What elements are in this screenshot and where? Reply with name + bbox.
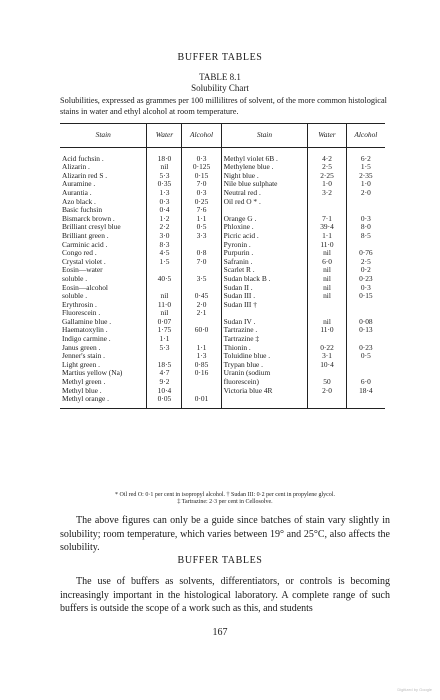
alcohol-cell: 18·4 xyxy=(346,387,385,396)
alcohol-cell: 2·0 xyxy=(346,189,385,198)
stain-cell: Tartrazine . xyxy=(221,326,308,335)
table-caption: Solubilities, expressed as grammes per 100 millilitres of solvent, of the more common histological stains in water and ethyl alcohol at room temperature. xyxy=(60,96,387,116)
water-cell: 39·4 xyxy=(308,223,346,232)
water-cell: 9·2 xyxy=(147,378,182,387)
alcohol-cell: 0·23 xyxy=(346,275,385,284)
water-cell: 6·0 xyxy=(308,258,346,267)
table-number: TABLE 8.1 xyxy=(199,72,241,82)
table-row xyxy=(60,198,385,207)
alcohol-cell: 1·1 xyxy=(182,344,221,353)
stain-cell: Sudan III † xyxy=(221,301,308,310)
alcohol-cell: 3·3 xyxy=(182,232,221,241)
scan-watermark: Digitized by Google xyxy=(397,687,432,692)
alcohol-cell: 1·1 xyxy=(182,215,221,224)
stain-cell: Light green . xyxy=(62,359,100,369)
stain-cell xyxy=(221,395,308,408)
water-cell: 11·0 xyxy=(147,301,182,310)
table-row xyxy=(60,180,385,189)
water-cell xyxy=(308,198,346,207)
stain-cell: Victoria blue 4R xyxy=(221,387,308,396)
alcohol-cell: 0·3 xyxy=(182,147,221,163)
alcohol-cell: 3·5 xyxy=(182,275,221,284)
stain-cell: fluorescein) xyxy=(221,378,308,387)
water-cell: nil xyxy=(308,318,346,327)
table-footnotes xyxy=(60,492,390,506)
section-heading: BUFFER TABLES xyxy=(177,555,263,566)
water-cell: 4·5 xyxy=(147,249,182,258)
table-row xyxy=(60,147,385,163)
solubility-table xyxy=(60,123,385,409)
stain-cell: Alizarin . xyxy=(62,162,90,172)
water-cell: 0·05 xyxy=(147,395,182,408)
water-cell: 1·1 xyxy=(308,232,346,241)
stain-cell: Purpurin . xyxy=(221,249,308,258)
header-stain-right: Stain xyxy=(221,124,308,148)
stain-cell: Uranin (sodium xyxy=(221,369,308,378)
alcohol-cell: 0·01 xyxy=(182,395,221,408)
stain-cell: Jenner's stain . xyxy=(62,351,105,361)
stain-cell: Haematoxylin . xyxy=(62,325,108,335)
alcohol-cell: 0·76 xyxy=(346,249,385,258)
alcohol-cell: 0·3 xyxy=(346,215,385,224)
stain-cell: Orange G . xyxy=(221,215,308,224)
alcohol-cell: 0·125 xyxy=(182,163,221,172)
alcohol-cell: 0·3 xyxy=(346,284,385,293)
stain-cell: Methyl violet 6B . xyxy=(221,147,308,163)
table-row xyxy=(60,275,385,284)
alcohol-cell: 1·0 xyxy=(346,180,385,189)
stain-cell: Erythrosin . xyxy=(62,299,97,309)
alcohol-cell: 0·8 xyxy=(182,249,221,258)
alcohol-cell: 0·85 xyxy=(182,361,221,370)
water-cell: 3·0 xyxy=(147,232,182,241)
stain-cell: Pyronin . xyxy=(221,241,308,250)
water-cell: 1·0 xyxy=(308,180,346,189)
alcohol-cell: 0·2 xyxy=(346,266,385,275)
alcohol-cell xyxy=(346,395,385,408)
stain-cell: Eosin—alcohol xyxy=(62,282,108,292)
table-row xyxy=(60,172,385,181)
water-cell: 8·3 xyxy=(147,241,182,250)
stain-cell: Bismarck brown . xyxy=(62,213,115,223)
water-cell: 4·7 xyxy=(147,369,182,378)
alcohol-cell xyxy=(346,301,385,310)
stain-cell: Oil red O * . xyxy=(221,198,308,207)
water-cell: nil xyxy=(308,275,346,284)
stain-cell: Thionin . xyxy=(221,344,308,353)
alcohol-cell: 7·6 xyxy=(182,206,221,215)
alcohol-cell: 0·23 xyxy=(346,344,385,353)
stain-cell: Sudan IV . xyxy=(221,318,308,327)
alcohol-cell: 2·5 xyxy=(346,258,385,267)
stain-cell: Toluidine blue . xyxy=(221,352,308,361)
table-row xyxy=(60,344,385,353)
water-cell: 0·4 xyxy=(147,206,182,215)
alcohol-cell: 0·5 xyxy=(346,352,385,361)
header-alcohol-right: Alcohol xyxy=(346,124,385,148)
alcohol-cell: 1·3 xyxy=(182,352,221,361)
table-row xyxy=(60,189,385,198)
water-cell: nil xyxy=(147,309,182,318)
water-cell: 1·2 xyxy=(147,215,182,224)
alcohol-cell: 0·5 xyxy=(182,223,221,232)
water-cell: 50 xyxy=(308,378,346,387)
stain-cell: Safranin . xyxy=(221,258,308,267)
water-cell: 0·3 xyxy=(147,198,182,207)
water-cell xyxy=(308,395,346,408)
alcohol-cell: 2·35 xyxy=(346,172,385,181)
table-row xyxy=(60,241,385,250)
water-cell: 11·0 xyxy=(308,241,346,250)
table-row xyxy=(60,378,385,387)
table-header-row xyxy=(60,124,385,148)
footnote-line-2: ‡ Tartrazine: 2·3 per cent in Cellosolve. xyxy=(177,499,273,505)
stain-cell: Nile blue sulphate xyxy=(221,180,308,189)
water-cell: 10·4 xyxy=(147,387,182,396)
body-paragraph-2: The use of buffers as solvents, differentiators, or controls is becoming increasingly important in the histological laboratory. A complete range of such buffers is outside the scope of a work such as this, and students xyxy=(60,576,390,614)
stain-cell: Aurantia . xyxy=(62,187,92,197)
stain-cell: Crystal violet . xyxy=(62,256,106,266)
alcohol-cell: 0·16 xyxy=(182,369,221,378)
table-row xyxy=(60,335,385,344)
alcohol-cell xyxy=(182,378,221,387)
stain-cell: soluble . xyxy=(62,273,88,283)
stain-cell: Trypan blue . xyxy=(221,361,308,370)
stain-cell: Methyl green . xyxy=(62,377,106,387)
water-cell: 1·75 xyxy=(147,326,182,335)
stain-cell: Martius yellow (Na) xyxy=(62,368,123,378)
table-row xyxy=(60,395,385,408)
water-cell: 40·5 xyxy=(147,275,182,284)
stain-cell: Methyl blue . xyxy=(62,385,102,395)
water-cell: 2·25 xyxy=(308,172,346,181)
alcohol-cell: 8·5 xyxy=(346,232,385,241)
water-cell: 5·3 xyxy=(147,344,182,353)
footnote-line-1: * Oil red O: 0·1 per cent in isopropyl alcohol. † Sudan III: 0·2 per cent in propylene glycol. xyxy=(115,492,335,498)
water-cell xyxy=(308,301,346,310)
body-paragraph-1: The above figures can only be a guide since batches of stain vary slightly in solubility; room temperature, which varies between 19° and 25°C, also affects the solubility. xyxy=(60,515,390,553)
stain-cell: Neutral red . xyxy=(221,189,308,198)
table-row xyxy=(60,266,385,275)
water-cell: 18·5 xyxy=(147,361,182,370)
alcohol-cell: 7·0 xyxy=(182,258,221,267)
table-body xyxy=(60,147,385,408)
table-row xyxy=(60,352,385,361)
stain-cell: Tartrazine ‡ xyxy=(221,335,308,344)
water-cell: nil xyxy=(147,163,182,172)
alcohol-cell: 6·0 xyxy=(346,378,385,387)
stain-cell: Acid fuchsin . xyxy=(62,153,104,163)
alcohol-cell: 0·45 xyxy=(182,292,221,301)
water-cell: 4·2 xyxy=(308,147,346,163)
stain-cell: Methylene blue . xyxy=(221,163,308,172)
water-cell: 1·1 xyxy=(147,335,182,344)
stain-cell: Scarlet R . xyxy=(221,266,308,275)
water-cell: nil xyxy=(308,266,346,275)
stain-cell: Sudan II . xyxy=(221,284,308,293)
alcohol-cell xyxy=(346,198,385,207)
page-number: 167 xyxy=(212,627,228,638)
stain-cell: Azo black . xyxy=(62,196,96,206)
stain-cell: Gallamine blue . xyxy=(62,316,112,326)
alcohol-cell: 0·25 xyxy=(182,198,221,207)
table-row xyxy=(60,284,385,293)
alcohol-cell: 0·3 xyxy=(182,189,221,198)
stain-cell: Phloxine . xyxy=(221,223,308,232)
table-row xyxy=(60,232,385,241)
stain-cell: Fluorescein . xyxy=(62,308,101,318)
water-cell: nil xyxy=(308,249,346,258)
water-cell: 0·35 xyxy=(147,180,182,189)
alcohol-cell: 0·13 xyxy=(346,326,385,335)
water-cell: 0·22 xyxy=(308,344,346,353)
alcohol-cell: 8·0 xyxy=(346,223,385,232)
header-stain-left: Stain xyxy=(95,130,111,139)
water-cell: 11·0 xyxy=(308,326,346,335)
alcohol-cell: 2·1 xyxy=(182,309,221,318)
water-cell: nil xyxy=(147,292,182,301)
running-head: BUFFER TABLES xyxy=(177,52,263,63)
alcohol-cell: 0·15 xyxy=(346,292,385,301)
water-cell: 18·0 xyxy=(147,147,182,163)
stain-cell: Janus green . xyxy=(62,342,101,352)
stain-cell: Sudan III . xyxy=(221,292,308,301)
alcohol-cell: 60·0 xyxy=(182,326,221,335)
water-cell: 1·3 xyxy=(147,189,182,198)
water-cell: 2·5 xyxy=(308,163,346,172)
water-cell: nil xyxy=(308,292,346,301)
stain-cell: Methyl orange . xyxy=(62,394,109,404)
table-row xyxy=(60,318,385,327)
alcohol-cell xyxy=(346,361,385,370)
stain-cell: Auramine . xyxy=(62,179,96,189)
stain-cell: Brilliant cresyl blue xyxy=(62,222,121,232)
table-row xyxy=(60,258,385,267)
stain-cell: Indigo carmine . xyxy=(62,334,111,344)
stain-cell: Brilliant green . xyxy=(62,230,109,240)
water-cell: 5·3 xyxy=(147,172,182,181)
water-cell: 0·07 xyxy=(147,318,182,327)
stain-cell: soluble . xyxy=(62,291,88,301)
header-alcohol-left: Alcohol xyxy=(182,124,221,148)
stain-cell: Sudan black B . xyxy=(221,275,308,284)
table-row xyxy=(60,249,385,258)
water-cell: 2·2 xyxy=(147,223,182,232)
water-cell: 1·5 xyxy=(147,258,182,267)
table-row xyxy=(60,292,385,301)
alcohol-cell: 6·2 xyxy=(346,147,385,163)
header-water-left: Water xyxy=(147,124,182,148)
water-cell: 2·0 xyxy=(308,387,346,396)
stain-cell: Alizarin red S . xyxy=(62,170,108,180)
alcohol-cell: 2·0 xyxy=(182,301,221,310)
stain-cell: Congo red . xyxy=(62,248,97,258)
alcohol-cell: 7·0 xyxy=(182,180,221,189)
water-cell: nil xyxy=(308,284,346,293)
alcohol-cell: 0·08 xyxy=(346,318,385,327)
water-cell: 7·1 xyxy=(308,215,346,224)
table-row xyxy=(60,163,385,172)
alcohol-cell: 1·5 xyxy=(346,163,385,172)
stain-cell: Eosin—water xyxy=(62,265,103,275)
stain-cell: Basic fuchsin xyxy=(62,205,103,215)
water-cell: 3·2 xyxy=(308,189,346,198)
table-row xyxy=(60,369,385,378)
stain-cell: Night blue . xyxy=(221,172,308,181)
table-title: Solubility Chart xyxy=(191,83,249,93)
water-cell: 10·4 xyxy=(308,361,346,370)
stain-cell: Picric acid . xyxy=(221,232,308,241)
stain-cell: Carminic acid . xyxy=(62,239,108,249)
water-cell: 3·1 xyxy=(308,352,346,361)
table-row xyxy=(60,301,385,310)
alcohol-cell: 0·15 xyxy=(182,172,221,181)
header-water-right: Water xyxy=(308,124,346,148)
